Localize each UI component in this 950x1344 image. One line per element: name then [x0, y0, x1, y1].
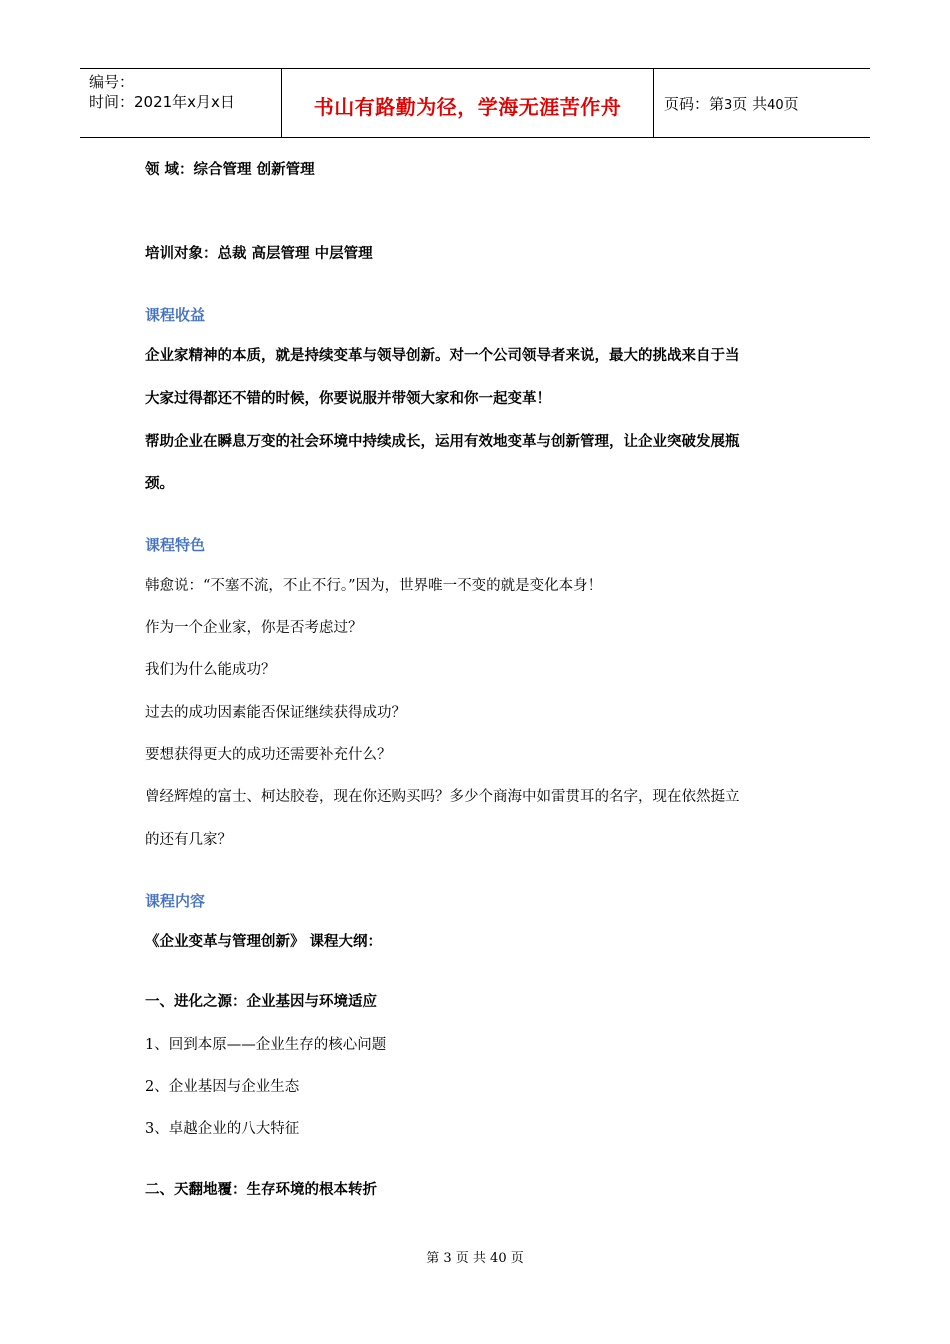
content-heading: 课程内容 — [145, 892, 206, 910]
outline-item: 1、回到本原——企业生存的核心问题 — [145, 1037, 387, 1053]
header-page-info — [664, 93, 799, 114]
course-domain: 领 域：综合管理 创新管理 — [145, 162, 315, 178]
page-mid: 页 共 — [732, 95, 768, 113]
document-header — [80, 68, 870, 138]
features-line: 的还有几家？ — [145, 832, 232, 848]
features-line: 要想获得更大的成功还需要补充什么？ — [145, 747, 392, 763]
header-motto-cell — [282, 69, 654, 137]
features-line: 曾经辉煌的富士、柯达胶卷，现在你还购买吗？多少个商海中如雷贯耳的名字，现在依然挺立 — [145, 789, 740, 805]
outline-item: 3、卓越企业的八大特征 — [145, 1121, 300, 1137]
features-line: 作为一个企业家，你是否考虑过？ — [145, 620, 363, 636]
page-suffix: 页 — [783, 95, 799, 113]
outline-section-1: 一、进化之源：企业基因与环境适应 — [145, 994, 377, 1010]
features-line: 过去的成功因素能否保证继续获得成功？ — [145, 705, 406, 721]
benefits-paragraph-2-line-1: 帮助企业在瞬息万变的社会环境中持续成长，运用有效地变革与创新管理，让企业突破发展瓶 — [145, 434, 740, 450]
outline-title: 《企业变革与管理创新》 课程大纲： — [145, 934, 383, 950]
features-line: 我们为什么能成功？ — [145, 662, 276, 678]
document-number-label: 编号： — [89, 73, 135, 91]
page-footer: 第 3 页 共 40 页 — [426, 1251, 524, 1266]
benefits-heading: 课程收益 — [145, 306, 206, 324]
features-heading: 课程特色 — [145, 536, 206, 554]
header-motto: 书山有路勤为径，学海无涯苦作舟 — [313, 95, 622, 119]
benefits-paragraph-1-line-1: 企业家精神的本质，就是持续变革与领导创新。对一个公司领导者来说，最大的挑战来自于当 — [145, 348, 740, 364]
document-date-label: 时间：2021年x月x日 — [89, 93, 235, 111]
header-left-cell — [80, 69, 282, 137]
features-line: 韩愈说：“不塞不流，不止不行。”因为，世界唯一不变的就是变化本身！ — [145, 578, 603, 594]
course-audience: 培训对象：总裁 高层管理 中层管理 — [145, 246, 373, 262]
header-page-cell — [654, 69, 870, 137]
benefits-paragraph-2-line-2: 颈。 — [145, 476, 174, 492]
page-prefix: 页码：第 — [664, 95, 725, 113]
outline-section-2: 二、天翻地覆：生存环境的根本转折 — [145, 1182, 377, 1198]
page-total: 40 — [767, 98, 784, 113]
outline-item: 2、企业基因与企业生态 — [145, 1079, 300, 1095]
page-number: 3 — [724, 98, 733, 113]
benefits-paragraph-1-line-2: 大家过得都还不错的时候，你要说服并带领大家和你一起变革！ — [145, 391, 551, 407]
